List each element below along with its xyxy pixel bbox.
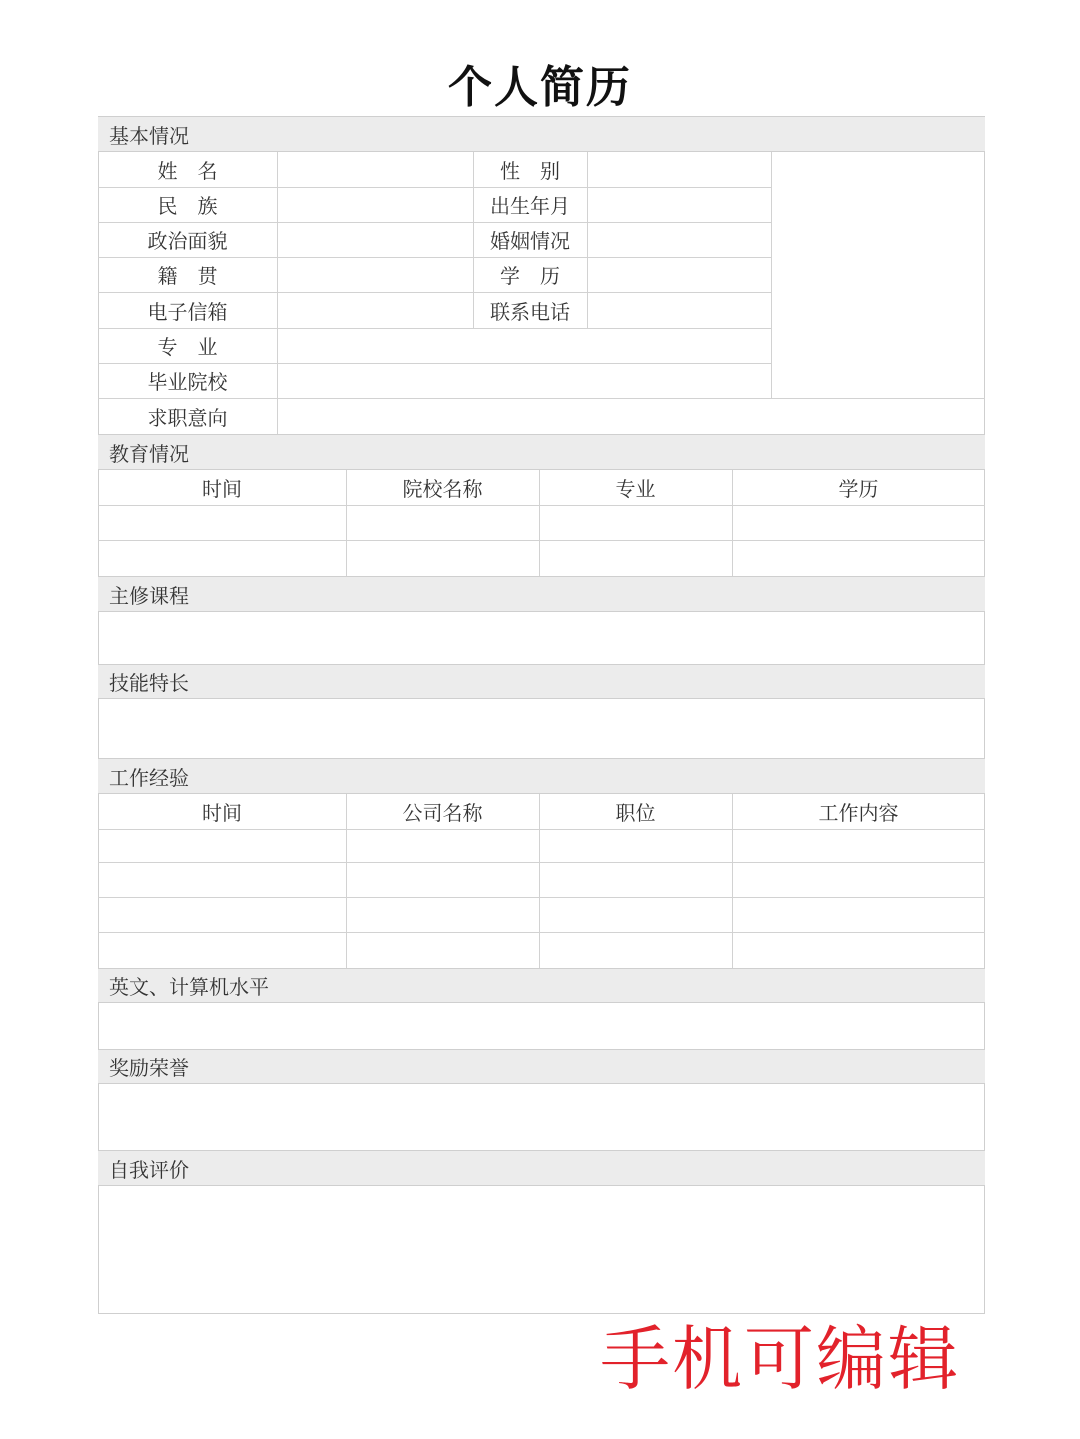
courses-field[interactable] (98, 612, 985, 664)
work-row1-position-field[interactable] (540, 830, 732, 862)
label-degree: 学 历 (500, 264, 560, 288)
edu-header-school: 院校名称 (402, 477, 483, 501)
work-header-company: 公司名称 (402, 801, 483, 825)
work-row4-position-field[interactable] (540, 933, 732, 968)
gender-field[interactable] (588, 152, 771, 187)
resume-title: 个人简历 (448, 62, 632, 113)
skills-field[interactable] (98, 699, 985, 758)
section-english-computer-header: 英文、计算机水平 (98, 968, 985, 1003)
major-field[interactable] (278, 328, 771, 363)
section-skills-header: 技能特长 (98, 664, 985, 699)
hometown-field[interactable] (278, 257, 473, 292)
edu-row1-school-field[interactable] (347, 506, 539, 540)
label-major: 专 业 (157, 335, 218, 359)
awards-field[interactable] (98, 1084, 985, 1150)
edu-header-time: 时间 (202, 477, 242, 501)
work-row2-company-field[interactable] (347, 863, 539, 897)
edu-header-major: 专业 (615, 477, 656, 501)
photo-area[interactable] (772, 152, 985, 398)
label-phone: 联系电话 (490, 299, 570, 324)
work-row4-content-field[interactable] (733, 933, 985, 968)
work-row1-company-field[interactable] (347, 830, 539, 862)
label-political: 政治面貌 (147, 229, 228, 253)
label-job-intention: 求职意向 (147, 405, 228, 430)
school-field[interactable] (278, 363, 771, 398)
work-row4-company-field[interactable] (347, 933, 539, 968)
marital-field[interactable] (588, 222, 771, 257)
work-header-content: 工作内容 (818, 801, 899, 825)
section-courses-header: 主修课程 (98, 576, 985, 612)
edu-row2-major-field[interactable] (540, 541, 732, 576)
phone-field[interactable] (588, 292, 771, 328)
work-header-time: 时间 (202, 801, 242, 825)
work-row2-content-field[interactable] (733, 863, 985, 897)
edu-row2-time-field[interactable] (98, 541, 346, 576)
label-ethnicity: 民 族 (157, 194, 218, 218)
work-header-position: 职位 (615, 801, 656, 825)
section-self-evaluation-header: 自我评价 (98, 1150, 985, 1186)
label-birth: 出生年月 (490, 194, 570, 218)
birth-field[interactable] (588, 187, 771, 222)
label-name: 姓 名 (157, 159, 218, 183)
section-education-header: 教育情况 (98, 434, 985, 470)
work-row2-position-field[interactable] (540, 863, 732, 897)
work-row1-content-field[interactable] (733, 830, 985, 862)
name-field[interactable] (278, 152, 473, 187)
edu-row1-major-field[interactable] (540, 506, 732, 540)
label-marital: 婚姻情况 (490, 229, 570, 253)
email-field[interactable] (278, 292, 473, 328)
edu-row2-degree-field[interactable] (733, 541, 985, 576)
edu-row1-degree-field[interactable] (733, 506, 985, 540)
edu-row1-time-field[interactable] (98, 506, 346, 540)
label-school: 毕业院校 (147, 370, 228, 394)
label-email: 电子信箱 (147, 299, 228, 324)
job-intention-field[interactable] (278, 398, 985, 434)
work-row2-time-field[interactable] (98, 863, 346, 897)
work-row3-company-field[interactable] (347, 898, 539, 932)
section-basic-header: 基本情况 (98, 116, 985, 152)
work-row3-time-field[interactable] (98, 898, 346, 932)
self-evaluation-field[interactable] (98, 1186, 985, 1314)
edu-header-degree: 学历 (838, 477, 879, 501)
work-row3-position-field[interactable] (540, 898, 732, 932)
section-awards-header: 奖励荣誉 (98, 1049, 985, 1084)
work-row1-time-field[interactable] (98, 830, 346, 862)
political-field[interactable] (278, 222, 473, 257)
work-row4-time-field[interactable] (98, 933, 346, 968)
editable-watermark: 手机可编辑 (600, 1318, 960, 1400)
work-row3-content-field[interactable] (733, 898, 985, 932)
ethnicity-field[interactable] (278, 187, 473, 222)
degree-field[interactable] (588, 257, 771, 292)
english-computer-field[interactable] (98, 1003, 985, 1049)
section-work-header: 工作经验 (98, 758, 985, 794)
edu-row2-school-field[interactable] (347, 541, 539, 576)
label-hometown: 籍 贯 (157, 264, 218, 288)
label-gender: 性 别 (500, 159, 560, 183)
